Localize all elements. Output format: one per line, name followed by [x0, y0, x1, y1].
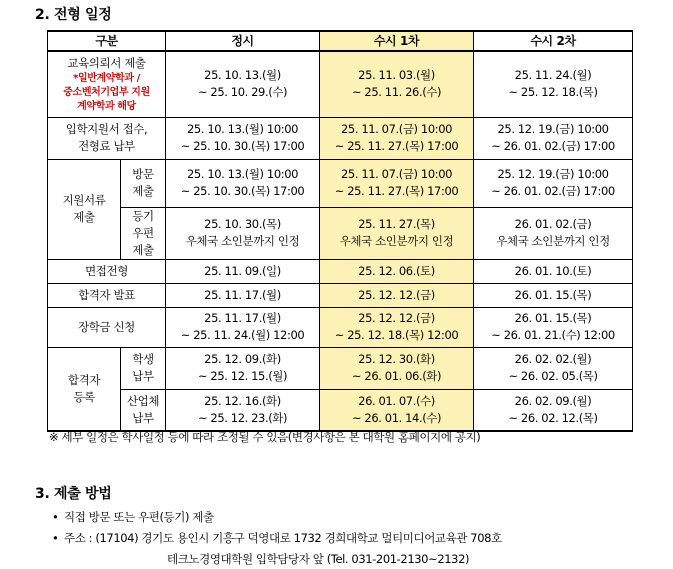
cell-date: 26. 02. 09.(월) ~ 26. 02. 12.(목): [474, 389, 633, 431]
table-row: [48, 259, 633, 283]
sub-label-mail: 등기 우편 제출: [121, 207, 166, 259]
table-row: [48, 117, 633, 159]
cell-date: 26. 01. 02.(금) 우체국 소인분까지 인정: [474, 207, 633, 259]
bullet-icon: •: [52, 531, 59, 545]
row-label-recommend: 교육의뢰서 제출 *일반계약학과 / 중소벤처기업부 지원 계약학과 해당: [48, 51, 166, 117]
cell-date: 25. 12. 30.(화) ~ 26. 01. 06.(화): [320, 347, 474, 389]
header-early-1: 수시 1차: [320, 31, 474, 51]
method-list: [52, 507, 502, 569]
cell-date: 26. 01. 15.(목) ~ 26. 01. 21.(수) 12:00: [474, 307, 633, 347]
cell-date: 25. 11. 07.(금) 10:00 ~ 25. 11. 27.(목) 17:00: [320, 117, 474, 159]
cell-date: 26. 01. 07.(수) ~ 26. 01. 14.(수): [320, 389, 474, 431]
address-text: 주소 : (17104) 경기도 용인시 기흥구 덕영대로 1732 경희대학교 멀티미디어교육관 708호: [64, 531, 502, 545]
row-label-documents: 지원서류 제출: [48, 159, 121, 259]
list-item: [52, 528, 502, 549]
header-category: 구분: [48, 31, 166, 51]
cell-date: 25. 11. 03.(월) ~ 25. 11. 26.(수): [320, 51, 474, 117]
table-row: [48, 307, 633, 347]
cell-date: 25. 12. 12.(금) ~ 25. 12. 18.(목) 12:00: [320, 307, 474, 347]
cell-date: 25. 12. 16.(화) ~ 25. 12. 23.(화): [166, 389, 320, 431]
address-recipient: 테크노경영대학원 입학담당자 앞 (Tel. 031-201-2130~2132): [167, 552, 470, 566]
table-row: [48, 51, 633, 117]
cell-date: 25. 11. 27.(목) 우체국 소인분까지 인정: [320, 207, 474, 259]
cell-date: 25. 10. 13.(월) ~ 25. 10. 29.(수): [166, 51, 320, 117]
cell-date: 25. 12. 06.(토): [320, 259, 474, 283]
cell-date: 25. 11. 09.(일): [166, 259, 320, 283]
cell-date: 25. 10. 13.(월) 10:00 ~ 25. 10. 30.(목) 17:00: [166, 159, 320, 207]
table-row: [48, 347, 633, 389]
cell-date: 26. 02. 02.(월) ~ 26. 02. 05.(목): [474, 347, 633, 389]
cell-date: 25. 11. 17.(월): [166, 283, 320, 307]
row-label-application: 입학지원서 접수, 전형료 납부: [48, 117, 166, 159]
section-title-schedule: 2. 전형 일정: [35, 7, 112, 23]
sub-label-student: 학생 납부: [121, 347, 166, 389]
sub-label-visit: 방문 제출: [121, 159, 166, 207]
row-label-scholarship: 장학금 신청: [48, 307, 166, 347]
cell-date: 25. 12. 12.(금): [320, 283, 474, 307]
table-row: [48, 283, 633, 307]
header-early-2: 수시 2차: [474, 31, 633, 51]
row-label-registration: 합격자 등록: [48, 347, 121, 431]
header-regular: 정시: [166, 31, 320, 51]
cell-date: 25. 11. 17.(월) ~ 25. 11. 24.(월) 12:00: [166, 307, 320, 347]
bullet-icon: •: [52, 510, 59, 524]
cell-date: 25. 12. 09.(화) ~ 25. 12. 15.(월): [166, 347, 320, 389]
cell-date: 25. 10. 30.(목) 우체국 소인분까지 인정: [166, 207, 320, 259]
cell-date: 25. 11. 07.(금) 10:00 ~ 25. 11. 27.(목) 17:00: [320, 159, 474, 207]
row-label-announce: 합격자 발표: [48, 283, 166, 307]
list-item: [52, 507, 502, 528]
cell-date: 26. 01. 15.(목): [474, 283, 633, 307]
cell-date: 25. 11. 24.(월) ~ 25. 12. 18.(목): [474, 51, 633, 117]
method-item-text: 직접 방문 또는 우편(등기) 제출: [64, 510, 214, 524]
cell-date: 26. 01. 10.(토): [474, 259, 633, 283]
row-label-interview: 면접전형: [48, 259, 166, 283]
table-row: [48, 207, 633, 259]
sub-label-industry: 산업체 납부: [121, 389, 166, 431]
schedule-note: ※ 세부 일정은 학사일정 등에 따라 조정될 수 있음(변경사항은 본 대학원 홈페이지에 공지): [49, 430, 481, 444]
cell-date: 25. 10. 13.(월) 10:00 ~ 25. 10. 30.(목) 17:00: [166, 117, 320, 159]
red-note: *일반계약학과 /: [73, 72, 140, 84]
cell-date: 25. 12. 19.(금) 10:00 ~ 26. 01. 02.(금) 17:00: [474, 159, 633, 207]
schedule-table: [47, 30, 633, 432]
table-row: [48, 389, 633, 431]
cell-date: 25. 12. 19.(금) 10:00 ~ 26. 01. 02.(금) 17:00: [474, 117, 633, 159]
table-header-row: [48, 31, 633, 51]
section-title-method: 3. 제출 방법: [35, 486, 112, 502]
table-row: [48, 159, 633, 207]
